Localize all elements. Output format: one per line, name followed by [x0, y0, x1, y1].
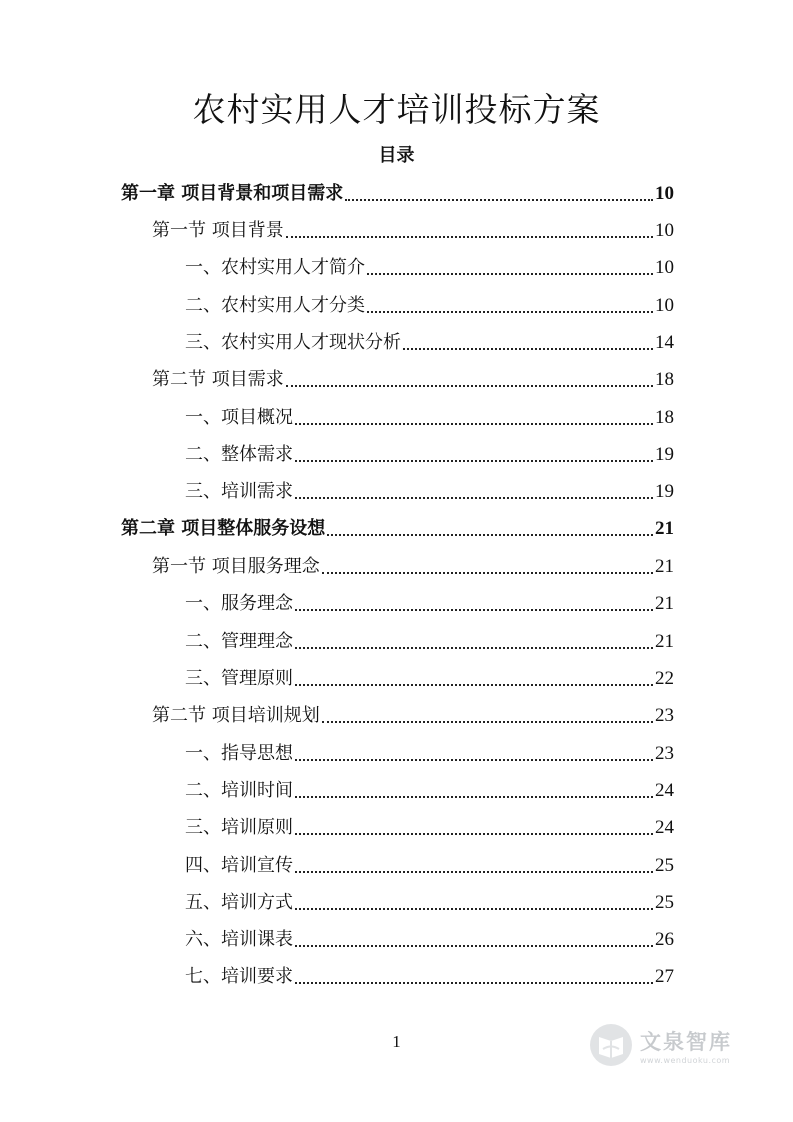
toc-entry-text: 一、项目概况	[185, 407, 293, 428]
toc-entry-section[interactable]	[152, 554, 674, 580]
toc-entry-page: 24	[655, 780, 674, 801]
toc-leader-dots	[322, 721, 653, 723]
toc-leader-dots	[327, 534, 653, 536]
toc-leader-dots	[295, 982, 653, 984]
toc-heading: 目录	[378, 145, 415, 166]
toc-entry-subsection[interactable]	[185, 890, 674, 916]
book-logo-icon	[588, 1022, 634, 1068]
toc-entry-page: 25	[655, 855, 674, 876]
toc-entry-page: 26	[655, 929, 674, 950]
toc-entry-subsection[interactable]	[185, 853, 674, 879]
toc-entry-text: 二、整体需求	[185, 444, 293, 465]
toc-entry-page: 19	[655, 481, 674, 502]
toc-entry-subsection[interactable]	[185, 255, 674, 281]
toc-entry-text: 二、农村实用人才分类	[185, 295, 365, 316]
toc-entry-section[interactable]	[152, 367, 674, 393]
toc-entry-page: 22	[655, 668, 674, 689]
toc-entry-page: 21	[655, 631, 674, 652]
watermark-url: www.wenduoku.com	[640, 1055, 731, 1065]
toc-entry-page: 18	[655, 369, 674, 390]
toc-entry-text: 第一节 项目背景	[152, 220, 284, 241]
toc-entry-subsection[interactable]	[185, 442, 674, 468]
toc-leader-dots	[295, 684, 653, 686]
toc-leader-dots	[286, 385, 653, 387]
toc-leader-dots	[295, 460, 653, 462]
toc-entry-subsection[interactable]	[185, 479, 674, 505]
toc-entry-subsection[interactable]	[185, 927, 674, 953]
toc-entry-subsection[interactable]	[185, 964, 674, 990]
watermark	[588, 1018, 758, 1072]
toc-entry-page: 21	[655, 593, 674, 614]
toc-entry-subsection[interactable]	[185, 293, 674, 319]
toc-entry-subsection[interactable]	[185, 815, 674, 841]
toc-leader-dots	[367, 311, 653, 313]
toc-entry-text: 五、培训方式	[185, 892, 293, 913]
toc-entry-page: 23	[655, 743, 674, 764]
toc-entry-text: 第二节 项目培训规划	[152, 705, 320, 726]
page-number: 1	[392, 1032, 401, 1051]
toc-leader-dots	[322, 572, 653, 574]
toc-leader-dots	[403, 348, 653, 350]
toc-leader-dots	[286, 236, 653, 238]
toc-leader-dots	[295, 908, 653, 910]
toc-leader-dots	[295, 945, 653, 947]
toc-entry-text: 一、指导思想	[185, 743, 293, 764]
toc-entry-text: 三、农村实用人才现状分析	[185, 332, 401, 353]
toc-entry-chapter[interactable]	[121, 181, 674, 207]
toc-entry-text: 一、农村实用人才简介	[185, 257, 365, 278]
toc-entry-text: 六、培训课表	[185, 929, 293, 950]
toc-entry-page: 21	[655, 556, 674, 577]
toc-leader-dots	[295, 796, 653, 798]
toc-entry-page: 19	[655, 444, 674, 465]
toc-entry-page: 23	[655, 705, 674, 726]
toc-entry-text: 三、管理原则	[185, 668, 293, 689]
toc-entry-text: 四、培训宣传	[185, 855, 293, 876]
toc-entry-text: 第一节 项目服务理念	[152, 556, 320, 577]
toc-entry-section[interactable]	[152, 218, 674, 244]
toc-entry-page: 18	[655, 407, 674, 428]
toc-leader-dots	[295, 609, 653, 611]
toc-entry-subsection[interactable]	[185, 666, 674, 692]
watermark-name: 文泉智库	[640, 1029, 732, 1054]
toc-entry-page: 14	[655, 332, 674, 353]
toc-entry-page: 25	[655, 892, 674, 913]
toc-leader-dots	[295, 759, 653, 761]
toc-entry-text: 三、培训原则	[185, 817, 293, 838]
toc-entry-page: 27	[655, 966, 674, 987]
toc-entry-text: 一、服务理念	[185, 593, 293, 614]
toc-entry-subsection[interactable]	[185, 405, 674, 431]
toc-entry-page: 21	[655, 518, 674, 539]
toc-entry-text: 第二节 项目需求	[152, 369, 284, 390]
toc-entry-chapter[interactable]	[121, 516, 674, 542]
toc-entry-page: 24	[655, 817, 674, 838]
toc-entry-subsection[interactable]	[185, 778, 674, 804]
toc-leader-dots	[345, 199, 653, 201]
toc-entry-subsection[interactable]	[185, 629, 674, 655]
toc-leader-dots	[295, 647, 653, 649]
toc-entry-subsection[interactable]	[185, 741, 674, 767]
toc-leader-dots	[295, 497, 653, 499]
toc-entry-subsection[interactable]	[185, 330, 674, 356]
toc-entry-text: 二、管理理念	[185, 631, 293, 652]
toc-leader-dots	[295, 871, 653, 873]
toc-entry-text: 二、培训时间	[185, 780, 293, 801]
toc-entry-section[interactable]	[152, 703, 674, 729]
toc-entry-subsection[interactable]	[185, 591, 674, 617]
toc-leader-dots	[367, 273, 653, 275]
document-title: 农村实用人才培训投标方案	[192, 90, 601, 129]
toc-entry-text: 七、培训要求	[185, 966, 293, 987]
toc-leader-dots	[295, 423, 653, 425]
toc-entry-page: 10	[655, 220, 674, 241]
toc-entry-text: 三、培训需求	[185, 481, 293, 502]
toc-entry-page: 10	[655, 183, 674, 204]
toc-entry-page: 10	[655, 257, 674, 278]
toc-entry-text: 第一章 项目背景和项目需求	[121, 183, 344, 204]
toc-entry-text: 第二章 项目整体服务设想	[121, 518, 326, 539]
toc-leader-dots	[295, 833, 653, 835]
toc-entry-page: 10	[655, 295, 674, 316]
